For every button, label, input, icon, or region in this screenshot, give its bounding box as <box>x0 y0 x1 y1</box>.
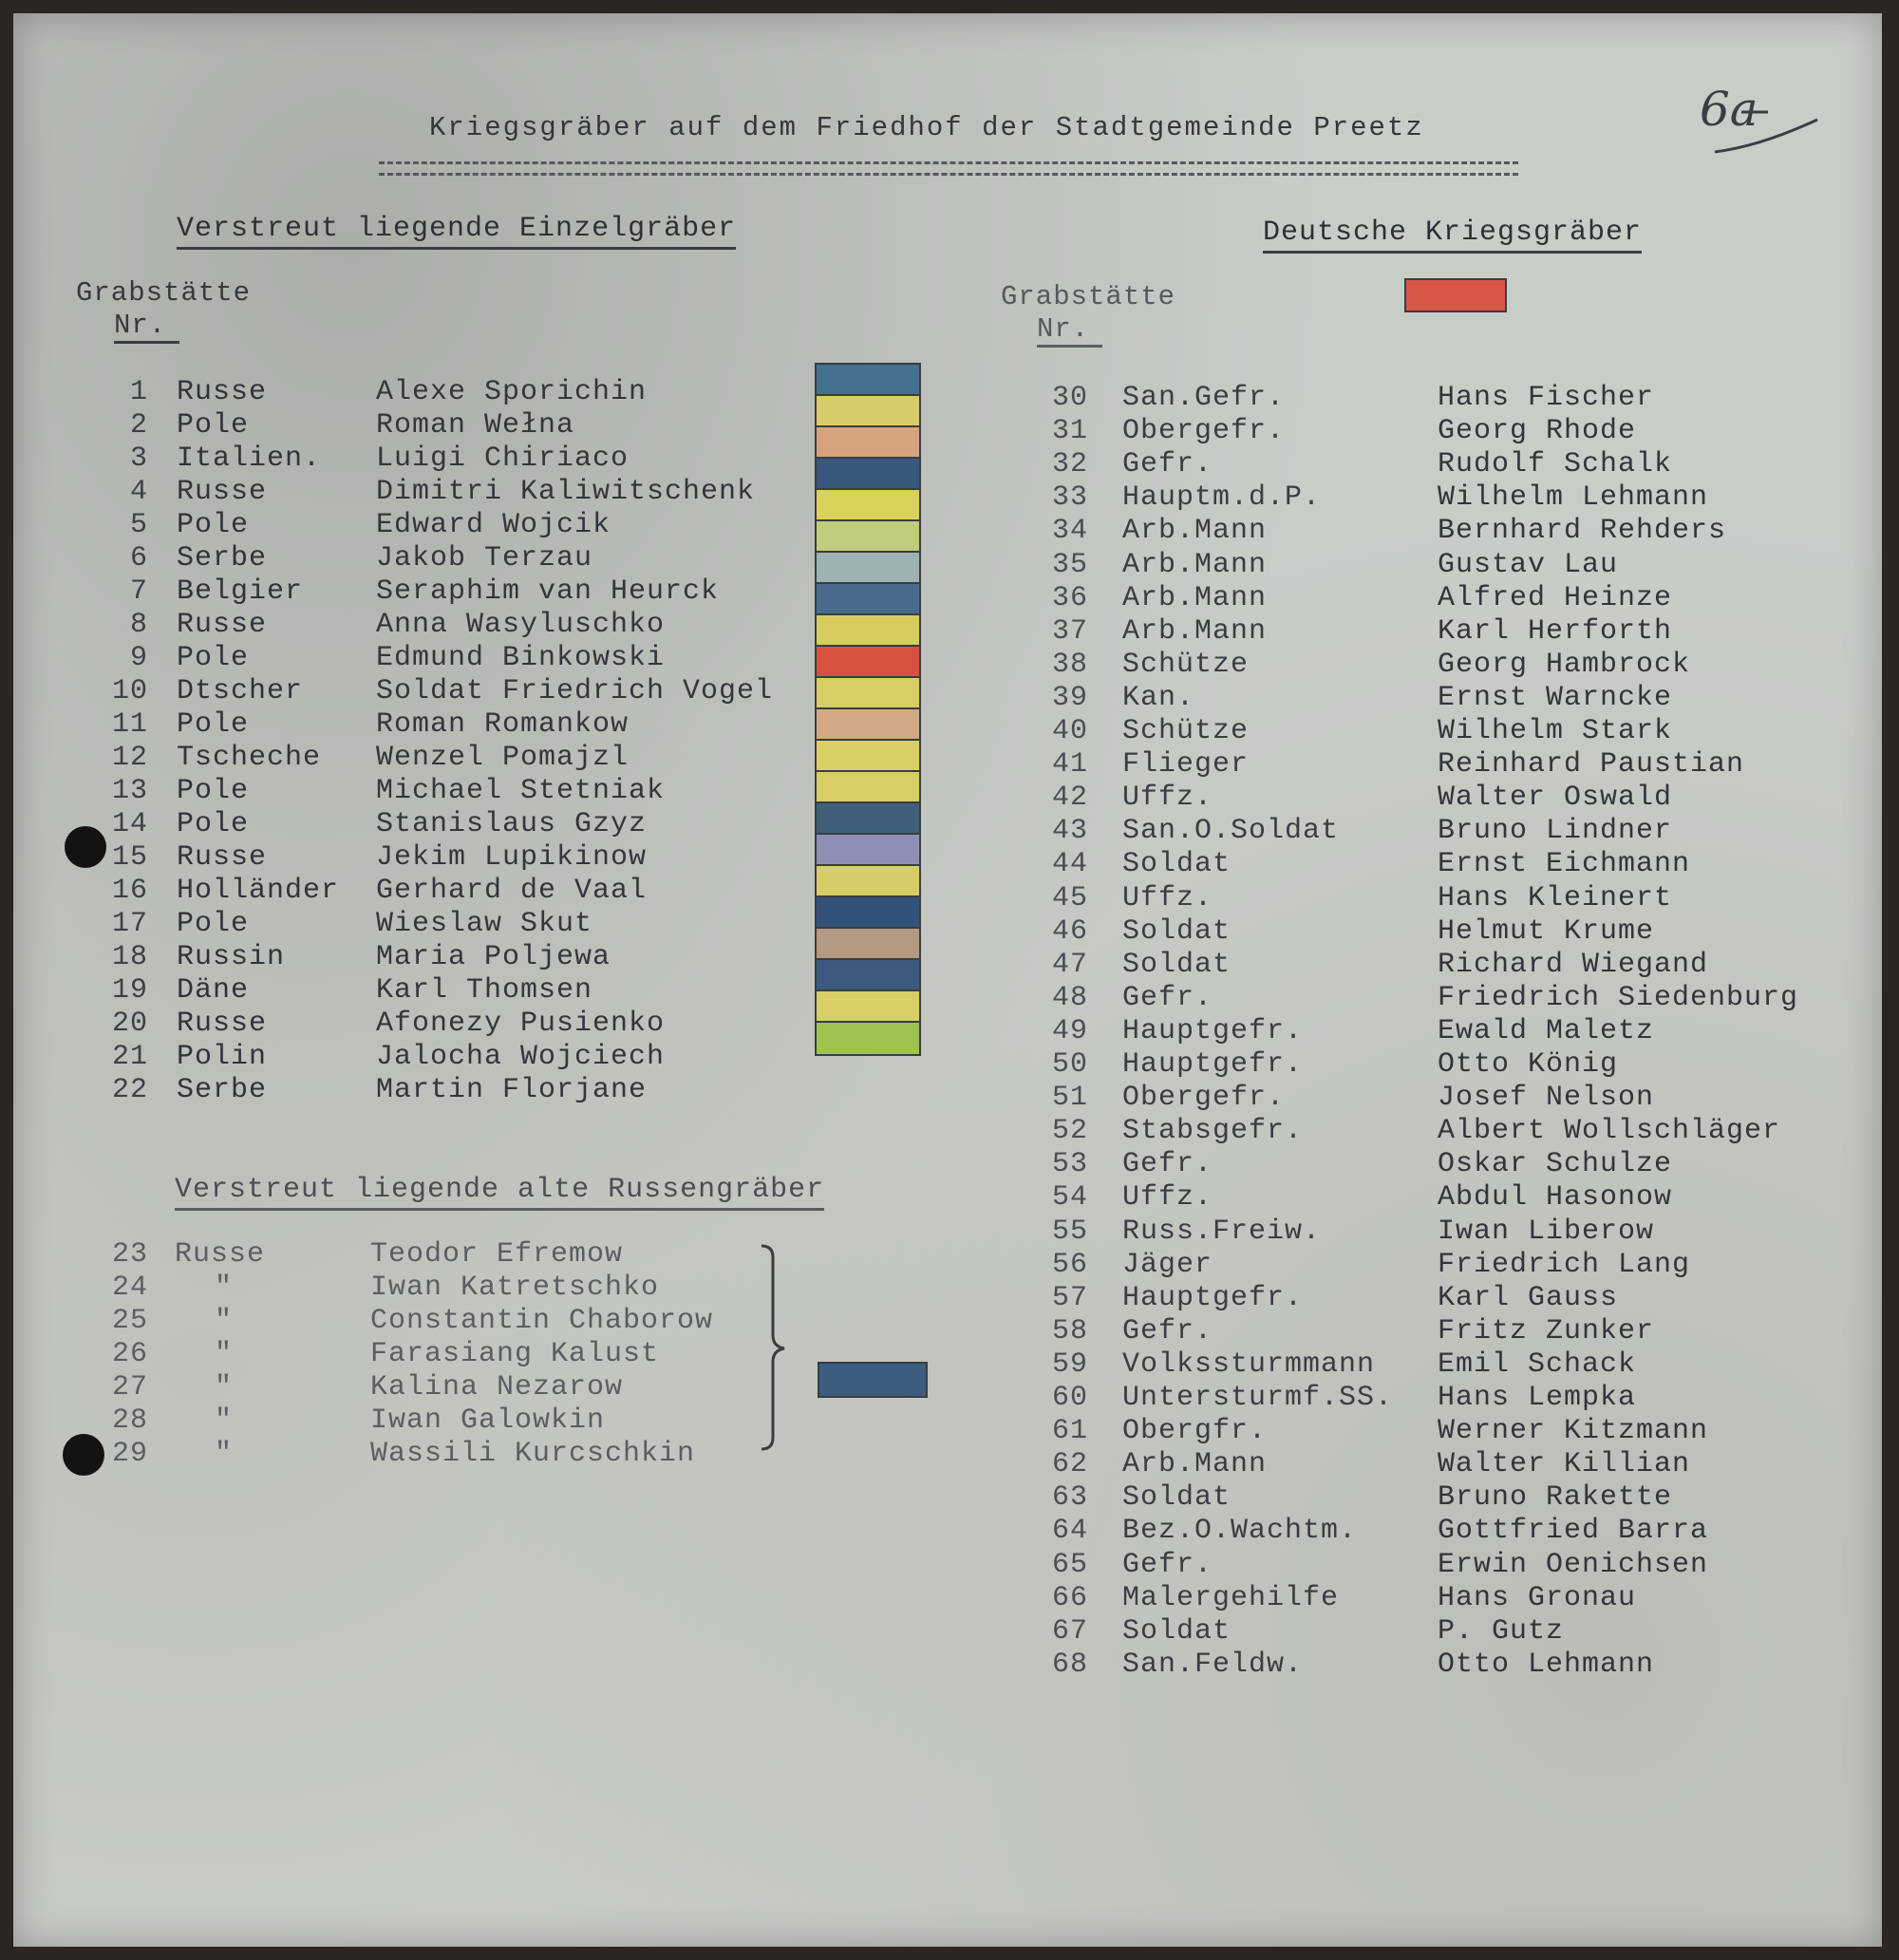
grave-person-name: Edward Wojcik <box>376 509 611 541</box>
grave-person-name: Hans Gronau <box>1438 1582 1637 1614</box>
grave-number: 25 <box>111 1305 148 1337</box>
grave-number: 24 <box>111 1272 148 1304</box>
grave-number: 49 <box>1051 1015 1088 1047</box>
grave-nationality: " <box>215 1338 234 1370</box>
grave-number: 45 <box>1051 882 1088 914</box>
grave-person-name: Rudolf Schalk <box>1438 448 1673 481</box>
grave-nationality: Pole <box>177 642 250 674</box>
grave-person-name: Otto König <box>1438 1048 1619 1081</box>
grave-number: 5 <box>129 509 148 541</box>
grave-person-name: P. Gutz <box>1438 1615 1565 1648</box>
grave-number: 53 <box>1051 1148 1088 1180</box>
grave-rank: Arb.Mann <box>1122 549 1268 581</box>
grave-person-name: Wieslaw Skut <box>376 908 593 940</box>
grave-number: 8 <box>129 609 148 641</box>
grave-person-name: Fritz Zunker <box>1438 1315 1655 1348</box>
grave-person-name: Roman Wełna <box>376 409 575 442</box>
grave-color-swatch <box>817 803 919 835</box>
grave-person-name: Alexe Sporichin <box>376 376 648 408</box>
grave-person-name: Luigi Chiriaco <box>376 443 630 475</box>
grave-person-name: Hans Lempka <box>1438 1382 1637 1414</box>
grave-rank: Stabsgefr. <box>1122 1115 1304 1147</box>
grave-rank: Gefr. <box>1122 982 1213 1014</box>
grave-number: 12 <box>111 742 148 774</box>
grave-rank: Bez.O.Wachtm. <box>1122 1515 1358 1547</box>
grave-number: 42 <box>1051 782 1088 814</box>
grave-nationality: Pole <box>177 808 250 840</box>
group-brace <box>760 1244 788 1451</box>
grave-rank: Obergefr. <box>1122 415 1286 447</box>
grave-number: 10 <box>111 675 148 707</box>
grave-number: 41 <box>1051 748 1088 781</box>
grave-person-name: Teodor Efremow <box>370 1238 624 1271</box>
left-header-line2: Nr. <box>114 310 179 344</box>
grave-rank: Obergfr. <box>1122 1415 1268 1447</box>
grave-person-name: Albert Wollschläger <box>1438 1115 1781 1147</box>
grave-person-name: Reinhard Paustian <box>1438 748 1745 781</box>
grave-nationality: Däne <box>177 974 250 1007</box>
grave-number: 33 <box>1051 481 1088 514</box>
grave-person-name: Wilhelm Stark <box>1438 715 1673 747</box>
grave-person-name: Karl Herforth <box>1438 615 1673 648</box>
grave-number: 32 <box>1051 448 1088 481</box>
grave-nationality: " <box>215 1305 234 1337</box>
grave-nationality: Russin <box>177 941 286 973</box>
grave-person-name: Iwan Galowkin <box>370 1404 606 1437</box>
grave-number: 51 <box>1051 1082 1088 1114</box>
grave-number: 55 <box>1051 1216 1088 1248</box>
grave-rank: Arb.Mann <box>1122 582 1268 614</box>
grave-number: 23 <box>111 1238 148 1271</box>
grave-person-name: Kalina Nezarow <box>370 1371 624 1404</box>
grave-number: 67 <box>1051 1615 1088 1648</box>
grave-rank: Soldat <box>1122 1481 1232 1514</box>
right-section-heading: Deutsche Kriegsgräber <box>1263 217 1642 254</box>
grave-nationality: Serbe <box>177 542 268 575</box>
grave-rank: Soldat <box>1122 1615 1232 1648</box>
single-graves-color-column <box>815 363 921 1056</box>
grave-person-name: Walter Killian <box>1438 1448 1691 1480</box>
grave-number: 64 <box>1051 1515 1088 1547</box>
grave-rank: Jäger <box>1122 1249 1213 1281</box>
grave-person-name: Richard Wiegand <box>1438 949 1709 981</box>
grave-number: 27 <box>111 1371 148 1404</box>
grave-number: 40 <box>1051 715 1088 747</box>
grave-number: 43 <box>1051 815 1088 847</box>
grave-color-swatch <box>817 835 919 866</box>
grave-person-name: Constantin Chaborow <box>370 1305 714 1337</box>
grave-number: 18 <box>111 941 148 973</box>
grave-person-name: Farasiang Kalust <box>370 1338 660 1370</box>
grave-nationality: Russe <box>177 376 268 408</box>
grave-number: 65 <box>1051 1549 1088 1581</box>
grave-person-name: Wassili Kurcschkin <box>370 1438 696 1470</box>
grave-person-name: Karl Thomsen <box>376 974 593 1007</box>
grave-person-name: Ernst Warncke <box>1438 682 1673 714</box>
grave-rank: Uffz. <box>1122 882 1213 914</box>
grave-person-name: Oskar Schulze <box>1438 1148 1673 1180</box>
grave-number: 4 <box>129 476 148 508</box>
grave-number: 50 <box>1051 1048 1088 1081</box>
grave-person-name: Georg Hambrock <box>1438 649 1691 681</box>
grave-person-name: Iwan Liberow <box>1438 1216 1655 1248</box>
page-number-annotation <box>1694 74 1827 169</box>
grave-number: 39 <box>1051 682 1088 714</box>
grave-person-name: Friedrich Siedenburg <box>1438 982 1799 1014</box>
grave-rank: San.O.Soldat <box>1122 815 1340 847</box>
grave-rank: Uffz. <box>1122 782 1213 814</box>
grave-nationality: " <box>215 1438 234 1470</box>
grave-number: 6 <box>129 542 148 575</box>
title-underline <box>379 161 1518 176</box>
grave-nationality: Russe <box>177 476 268 508</box>
grave-number: 34 <box>1051 515 1088 547</box>
document-title: Kriegsgräber auf dem Friedhof der Stadtgemeinde Preetz <box>429 112 1424 143</box>
grave-color-swatch <box>817 1023 919 1054</box>
grave-person-name: Abdul Hasonow <box>1438 1181 1673 1214</box>
grave-number: 58 <box>1051 1315 1088 1348</box>
grave-nationality: Italien. <box>177 443 322 475</box>
grave-color-swatch <box>817 553 919 584</box>
grave-person-name: Otto Lehmann <box>1438 1649 1655 1681</box>
grave-person-name: Ewald Maletz <box>1438 1015 1655 1047</box>
punch-hole-lower <box>63 1434 104 1476</box>
grave-color-swatch <box>817 396 919 427</box>
grave-person-name: Roman Romankow <box>376 708 630 741</box>
grave-nationality: " <box>215 1371 234 1404</box>
grave-number: 63 <box>1051 1481 1088 1514</box>
grave-number: 36 <box>1051 582 1088 614</box>
left-column-header <box>76 277 251 342</box>
grave-number: 35 <box>1051 549 1088 581</box>
grave-number: 28 <box>111 1404 148 1437</box>
grave-number: 9 <box>129 642 148 674</box>
grave-nationality: Belgier <box>177 575 304 608</box>
grave-person-name: Afonezy Pusienko <box>376 1008 666 1040</box>
grave-rank: Gefr. <box>1122 1549 1213 1581</box>
grave-rank: Hauptgefr. <box>1122 1015 1304 1047</box>
grave-rank: Untersturmf.SS. <box>1122 1382 1394 1414</box>
grave-number: 30 <box>1051 382 1088 414</box>
grave-color-swatch <box>817 866 919 897</box>
grave-color-swatch <box>817 490 919 521</box>
grave-color-swatch <box>817 709 919 741</box>
grave-number: 1 <box>129 376 148 408</box>
page-number: 6a <box>1700 82 1758 137</box>
grave-person-name: Stanislaus Gzyz <box>376 808 648 840</box>
grave-number: 62 <box>1051 1448 1088 1480</box>
grave-person-name: Wenzel Pomajzl <box>376 742 630 774</box>
grave-rank: Schütze <box>1122 649 1250 681</box>
grave-person-name: Bruno Lindner <box>1438 815 1673 847</box>
grave-rank: Gefr. <box>1122 1148 1213 1180</box>
grave-number: 26 <box>111 1338 148 1370</box>
grave-rank: Hauptgefr. <box>1122 1048 1304 1081</box>
grave-person-name: Gottfried Barra <box>1438 1515 1709 1547</box>
grave-person-name: Hans Fischer <box>1438 382 1655 414</box>
grave-color-swatch <box>817 365 919 396</box>
grave-person-name: Gustav Lau <box>1438 549 1619 581</box>
grave-rank: Arb.Mann <box>1122 615 1268 648</box>
right-header-line2: Nr. <box>1037 313 1102 348</box>
grave-nationality: " <box>215 1404 234 1437</box>
grave-rank: San.Feldw. <box>1122 1649 1304 1681</box>
grave-nationality: Russe <box>175 1238 266 1271</box>
grave-number: 37 <box>1051 615 1088 648</box>
grave-number: 66 <box>1051 1582 1088 1614</box>
grave-color-swatch <box>817 929 919 960</box>
grave-person-name: Wilhelm Lehmann <box>1438 481 1709 514</box>
grave-number: 59 <box>1051 1348 1088 1381</box>
grave-number: 68 <box>1051 1649 1088 1681</box>
grave-person-name: Soldat Friedrich Vogel <box>376 675 774 707</box>
russian-graves-heading: Verstreut liegende alte Russengräber <box>175 1174 824 1211</box>
grave-person-name: Seraphim van Heurck <box>376 575 720 608</box>
grave-number: 44 <box>1051 848 1088 880</box>
grave-color-swatch <box>817 678 919 709</box>
left-header-line1: Grabstätte <box>76 277 252 309</box>
grave-color-swatch <box>817 459 919 490</box>
grave-nationality: Polin <box>177 1041 268 1073</box>
grave-person-name: Anna Wasyluschko <box>376 609 666 641</box>
grave-person-name: Josef Nelson <box>1438 1082 1655 1114</box>
grave-number: 47 <box>1051 949 1088 981</box>
grave-number: 61 <box>1051 1415 1088 1447</box>
grave-number: 7 <box>129 575 148 608</box>
grave-color-swatch <box>817 427 919 459</box>
grave-color-swatch <box>817 615 919 647</box>
grave-rank: Arb.Mann <box>1122 1448 1268 1480</box>
grave-number: 11 <box>111 708 148 741</box>
grave-person-name: Jakob Terzau <box>376 542 593 575</box>
grave-person-name: Emil Schack <box>1438 1348 1637 1381</box>
grave-rank: Gefr. <box>1122 1315 1213 1348</box>
grave-nationality: Holländer <box>177 875 340 907</box>
grave-number: 38 <box>1051 649 1088 681</box>
grave-person-name: Alfred Heinze <box>1438 582 1673 614</box>
grave-person-name: Jalocha Wojciech <box>376 1041 666 1073</box>
grave-nationality: Dtscher <box>177 675 304 707</box>
grave-number: 20 <box>111 1008 148 1040</box>
grave-person-name: Gerhard de Vaal <box>376 875 648 907</box>
grave-person-name: Dimitri Kaliwitschenk <box>376 476 756 508</box>
grave-nationality: Russe <box>177 609 268 641</box>
grave-rank: San.Gefr. <box>1122 382 1286 414</box>
grave-number: 56 <box>1051 1249 1088 1281</box>
grave-nationality: Pole <box>177 708 250 741</box>
grave-nationality: Russe <box>177 841 268 874</box>
grave-person-name: Ernst Eichmann <box>1438 848 1691 880</box>
grave-color-swatch <box>817 772 919 803</box>
right-column-header <box>1001 281 1175 346</box>
german-graves-color-key <box>1404 278 1507 312</box>
grave-number: 21 <box>111 1041 148 1073</box>
grave-person-name: Maria Poljewa <box>376 941 611 973</box>
grave-rank: Flieger <box>1122 748 1250 781</box>
grave-rank: Hauptm.d.P. <box>1122 481 1322 514</box>
grave-person-name: Iwan Katretschko <box>370 1272 660 1304</box>
grave-nationality: Pole <box>177 509 250 541</box>
grave-number: 57 <box>1051 1282 1088 1314</box>
grave-person-name: Jekim Lupikinow <box>376 841 648 874</box>
grave-person-name: Michael Stetniak <box>376 775 666 807</box>
grave-color-swatch <box>817 584 919 615</box>
left-section-heading: Verstreut liegende Einzelgräber <box>177 213 736 250</box>
grave-number: 13 <box>111 775 148 807</box>
grave-number: 54 <box>1051 1181 1088 1214</box>
grave-nationality: Pole <box>177 775 250 807</box>
punch-hole-upper <box>65 826 106 868</box>
grave-rank: Kan. <box>1122 682 1195 714</box>
grave-number: 3 <box>129 443 148 475</box>
grave-person-name: Edmund Binkowski <box>376 642 666 674</box>
grave-rank: Soldat <box>1122 949 1232 981</box>
grave-person-name: Bernhard Rehders <box>1438 515 1727 547</box>
grave-person-name: Helmut Krume <box>1438 915 1655 948</box>
grave-nationality: " <box>215 1272 234 1304</box>
grave-number: 19 <box>111 974 148 1007</box>
grave-color-swatch <box>817 741 919 772</box>
grave-number: 31 <box>1051 415 1088 447</box>
grave-color-swatch <box>817 647 919 678</box>
grave-rank: Arb.Mann <box>1122 515 1268 547</box>
grave-color-swatch <box>817 960 919 991</box>
grave-color-swatch <box>817 991 919 1023</box>
grave-person-name: Werner Kitzmann <box>1438 1415 1709 1447</box>
grave-person-name: Walter Oswald <box>1438 782 1673 814</box>
grave-person-name: Hans Kleinert <box>1438 882 1673 914</box>
grave-rank: Hauptgefr. <box>1122 1282 1304 1314</box>
grave-number: 48 <box>1051 982 1088 1014</box>
grave-person-name: Martin Florjane <box>376 1074 648 1106</box>
right-header-line1: Grabstätte <box>1001 281 1176 312</box>
grave-person-name: Karl Gauss <box>1438 1282 1619 1314</box>
grave-rank: Volkssturmmann <box>1122 1348 1376 1381</box>
grave-nationality: Pole <box>177 908 250 940</box>
grave-number: 15 <box>111 841 148 874</box>
russian-graves-group-color <box>818 1362 928 1398</box>
grave-nationality: Tscheche <box>177 742 322 774</box>
grave-number: 2 <box>129 409 148 442</box>
grave-rank: Obergefr. <box>1122 1082 1286 1114</box>
grave-color-swatch <box>817 897 919 929</box>
grave-person-name: Bruno Rakette <box>1438 1481 1673 1514</box>
grave-number: 52 <box>1051 1115 1088 1147</box>
grave-number: 17 <box>111 908 148 940</box>
grave-rank: Schütze <box>1122 715 1250 747</box>
grave-number: 14 <box>111 808 148 840</box>
grave-nationality: Russe <box>177 1008 268 1040</box>
grave-rank: Russ.Freiw. <box>1122 1216 1322 1248</box>
document-sheet <box>13 13 1882 1947</box>
grave-rank: Soldat <box>1122 848 1232 880</box>
grave-number: 16 <box>111 875 148 907</box>
grave-number: 46 <box>1051 915 1088 948</box>
grave-rank: Soldat <box>1122 915 1232 948</box>
grave-rank: Uffz. <box>1122 1181 1213 1214</box>
grave-person-name: Erwin Oenichsen <box>1438 1549 1709 1581</box>
grave-person-name: Georg Rhode <box>1438 415 1637 447</box>
grave-person-name: Friedrich Lang <box>1438 1249 1691 1281</box>
grave-rank: Gefr. <box>1122 448 1213 481</box>
grave-nationality: Pole <box>177 409 250 442</box>
grave-rank: Malergehilfe <box>1122 1582 1340 1614</box>
grave-number: 29 <box>111 1438 148 1470</box>
grave-number: 22 <box>111 1074 148 1106</box>
grave-number: 60 <box>1051 1382 1088 1414</box>
grave-color-swatch <box>817 521 919 553</box>
grave-nationality: Serbe <box>177 1074 268 1106</box>
